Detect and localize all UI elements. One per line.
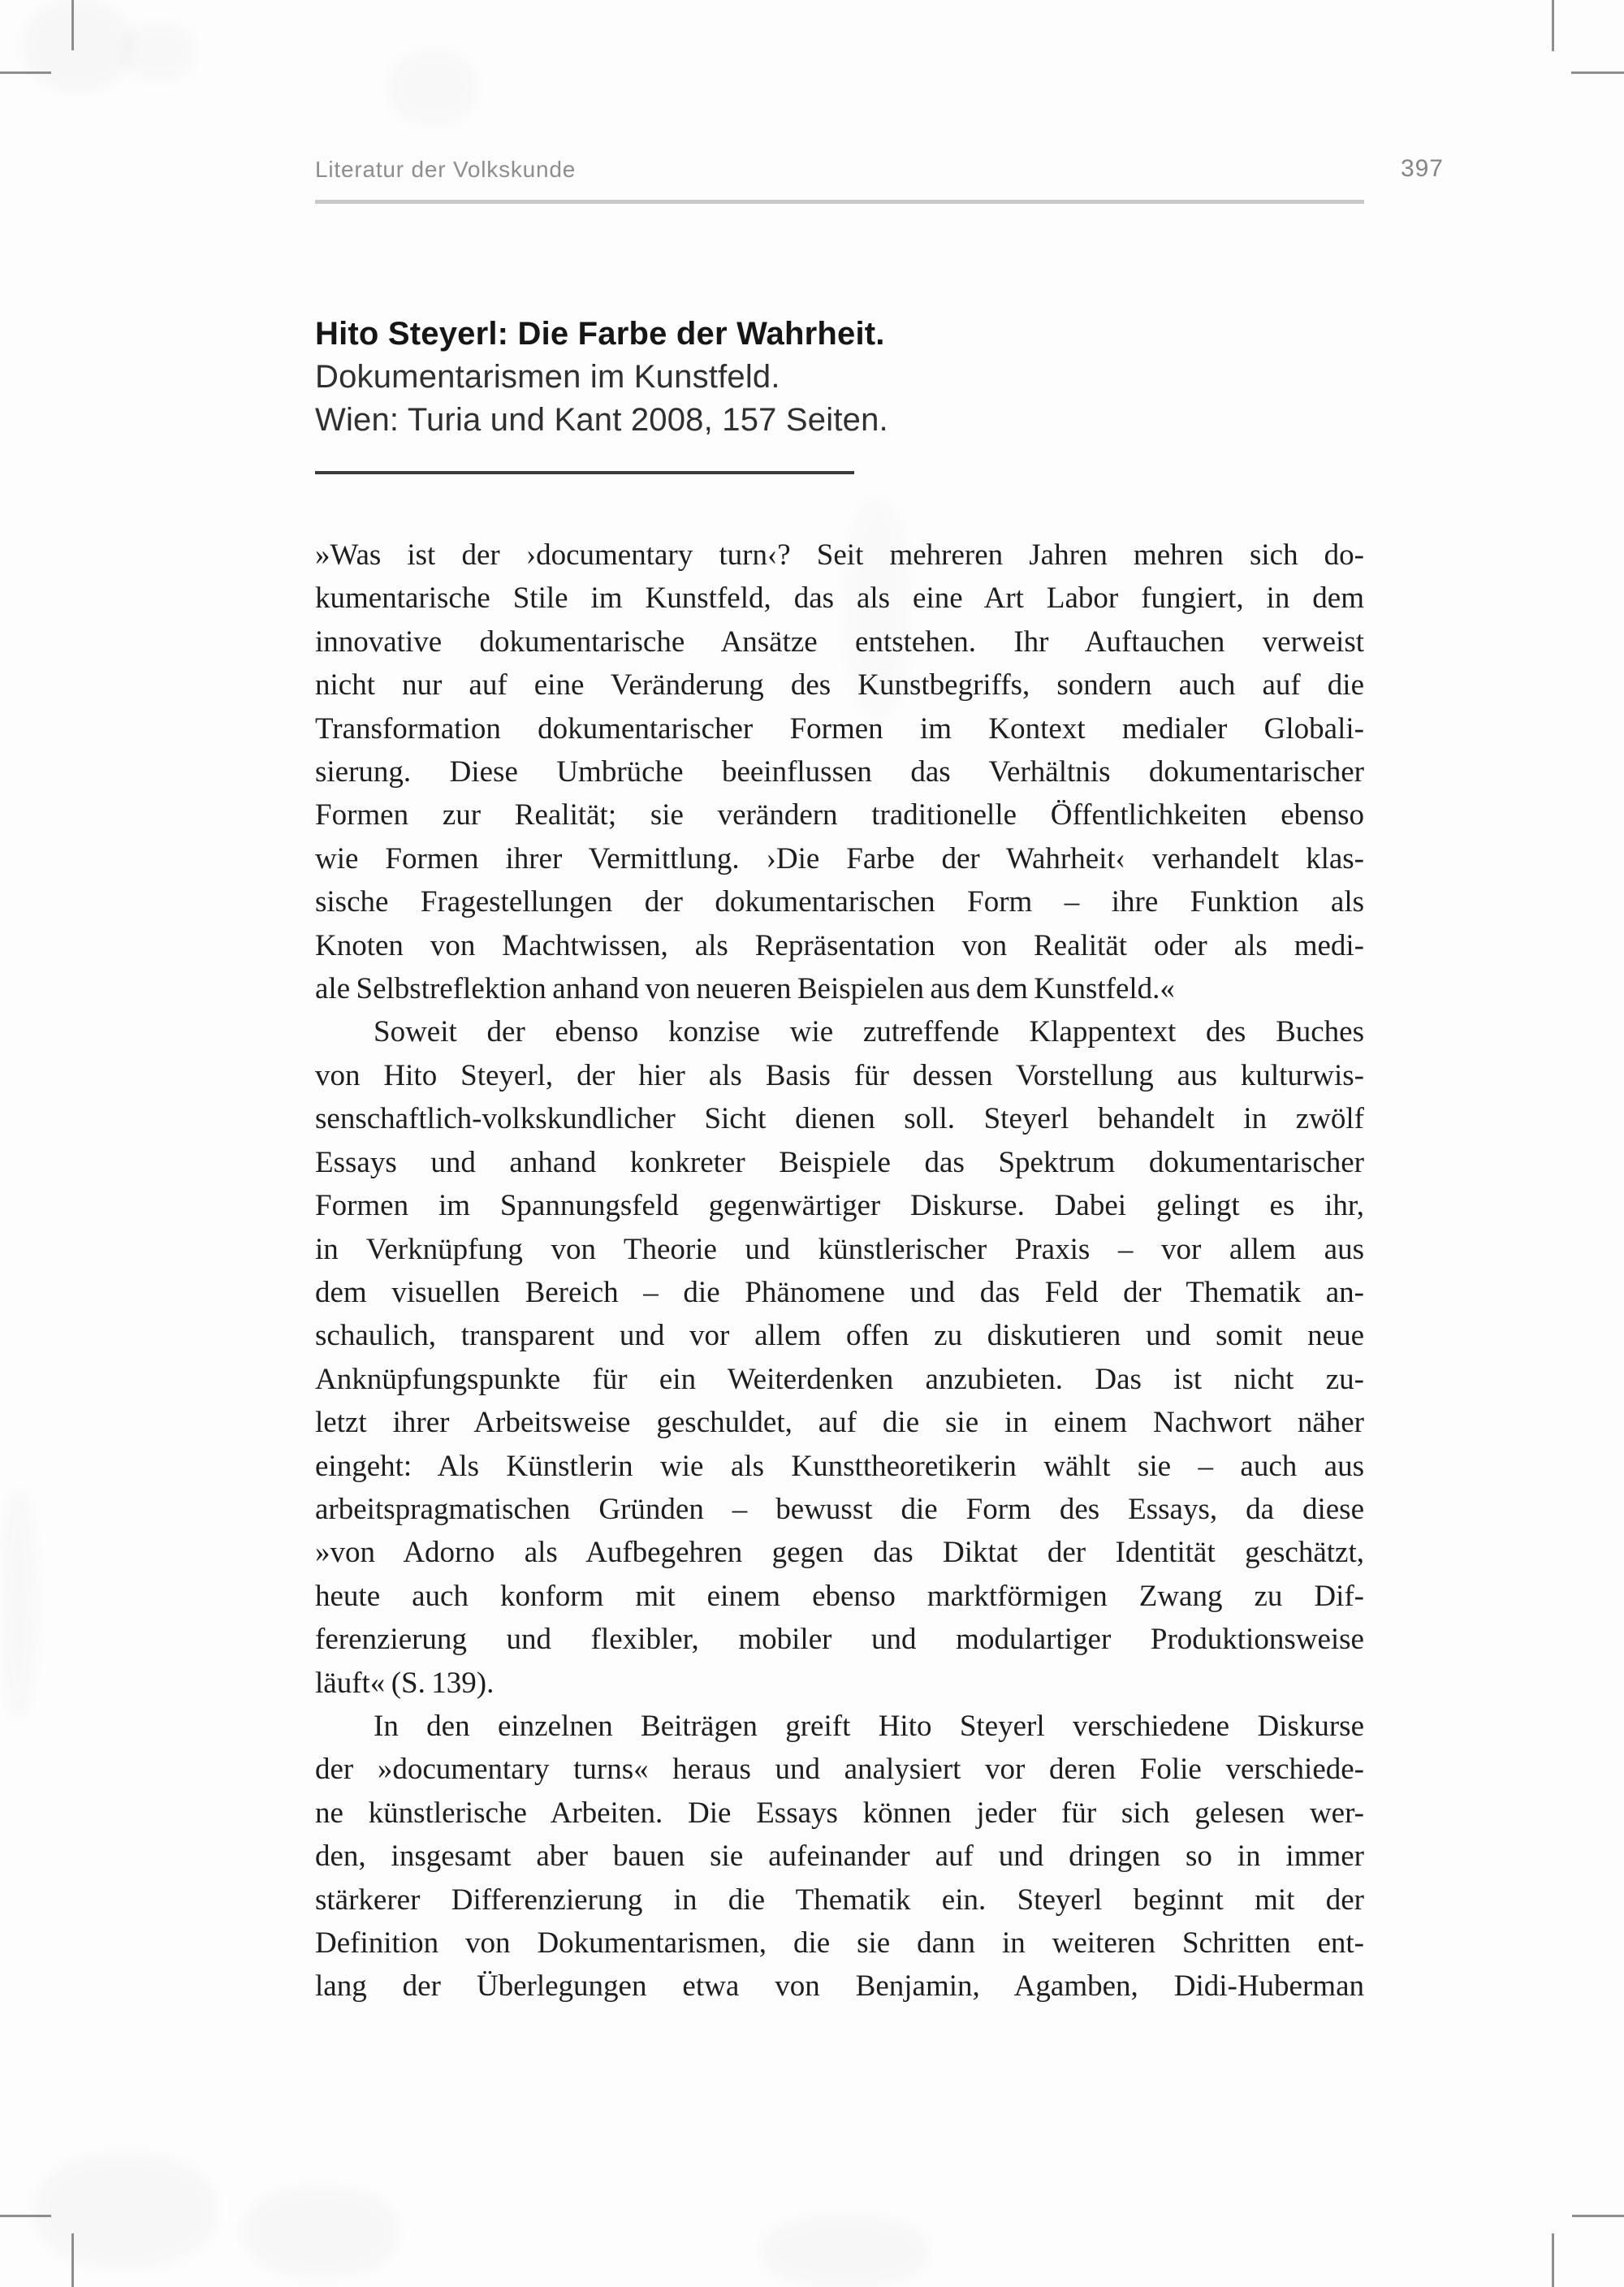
body-line: letzt ihrer Arbeitsweise geschuldet, auf die sie in einem Nachwort näher <box>315 1406 1364 1440</box>
scan-smudge <box>122 23 195 81</box>
body-line: ferenzierung und flexibler, mobiler und modulartiger Produktionsweise <box>315 1623 1364 1657</box>
running-title: Literatur der Volkskunde <box>315 157 577 182</box>
body-line: stärkerer Differenzierung in die Thematik ein. Steyerl beginnt mit der <box>315 1883 1364 1917</box>
body-line: sische Fragestellungen der dokumentarischen Form – ihre Funktion als <box>315 885 1364 919</box>
scan-smudge <box>0 1490 37 1718</box>
body-line: Knoten von Machtwissen, als Repräsentation von Realität oder als medi- <box>315 928 1364 962</box>
crop-mark-bottom-right-vertical <box>1552 2233 1554 2287</box>
header-rule <box>315 200 1364 204</box>
body-line: Transformation dokumentarischer Formen im Kontext medialer Globali- <box>315 711 1364 746</box>
paragraph <box>315 1705 1364 2008</box>
body-line: wie Formen ihrer Vermittlung. ›Die Farbe der Wahrheit‹ verhandelt klas- <box>315 841 1364 875</box>
body-line: arbeitspragmatischen Gründen – bewusst die Form des Essays, da diese <box>315 1492 1364 1526</box>
scan-smudge <box>388 50 477 125</box>
body-line: innovative dokumentarische Ansätze entstehen. Ihr Auftauchen verweist <box>315 625 1364 659</box>
crop-mark-bottom-right-horizontal <box>1572 2215 1624 2217</box>
body-line: ne künstlerische Arbeiten. Die Essays können jeder für sich gelesen wer- <box>315 1796 1364 1830</box>
body-line: lang der Überlegungen etwa von Benjamin, Agamben, Didi-Huberman <box>315 1969 1364 2004</box>
book-title: Hito Steyerl: Die Farbe der Wahrheit. <box>315 316 885 352</box>
scan-smudge <box>23 0 132 91</box>
body-line: »Was ist der ›documentary turn‹? Seit mehreren Jahren mehren sich do- <box>315 538 1364 572</box>
scan-smudge <box>34 2154 217 2268</box>
body-line: In den einzelnen Beiträgen greift Hito Steyerl verschiedene Diskurse <box>374 1709 1364 1743</box>
scan-smudge <box>244 2186 398 2277</box>
body-line: Essays und anhand konkreter Beispiele das Spektrum dokumentarischer <box>315 1145 1364 1179</box>
book-subtitle: Dokumentarismen im Kunstfeld. <box>315 359 780 395</box>
body-line: sierung. Diese Umbrüche beeinflussen das Verhältnis dokumentarischer <box>315 755 1364 789</box>
body-line: Definition von Dokumentarismen, die sie dann in weiteren Schritten ent- <box>315 1926 1364 1960</box>
body-line: Formen zur Realität; sie verändern traditionelle Öffentlichkeiten ebenso <box>315 798 1364 832</box>
body-line: von Hito Steyerl, der hier als Basis für dessen Vorstellung aus kulturwis- <box>315 1058 1364 1092</box>
body-line: senschaftlich-volkskundlicher Sicht dienen soll. Steyerl behandelt in zwölf <box>315 1102 1364 1136</box>
crop-mark-top-right-vertical <box>1552 0 1554 51</box>
body-line: in Verknüpfung von Theorie und künstlerischer Praxis – vor allem aus <box>315 1232 1364 1266</box>
book-imprint: Wien: Turia und Kant 2008, 157 Seiten. <box>315 402 888 438</box>
body-line: ale Selbstreflektion anhand von neueren Beispielen aus dem Kunstfeld.« <box>315 972 1175 1006</box>
body-line: »von Adorno als Aufbegehren gegen das Diktat der Identität geschätzt, <box>315 1536 1364 1570</box>
body-line: heute auch konform mit einem ebenso marktförmigen Zwang zu Dif- <box>315 1579 1364 1613</box>
crop-mark-top-right-horizontal <box>1571 71 1624 74</box>
body-line: schaulich, transparent und vor allem offen zu diskutieren und somit neue <box>315 1319 1364 1353</box>
reference-rule <box>315 471 854 474</box>
body-line: dem visuellen Bereich – die Phänomene und das Feld der Thematik an- <box>315 1275 1364 1309</box>
body-line: den, insgesamt aber bauen sie aufeinander auf und dringen so in immer <box>315 1840 1364 1874</box>
body-line: nicht nur auf eine Veränderung des Kunstbegriffs, sondern auch auf die <box>315 668 1364 703</box>
book-reference <box>315 313 888 442</box>
body-line: Soweit der ebenso konzise wie zutreffende Klappentext des Buches <box>374 1015 1364 1049</box>
body-line: der »documentary turns« heraus und analysiert vor deren Folie verschiede- <box>315 1753 1364 1787</box>
body-line: Anknüpfungspunkte für ein Weiterdenken anzubieten. Das ist nicht zu- <box>315 1362 1364 1396</box>
paragraph <box>315 534 1364 1010</box>
scan-smudge <box>762 2216 928 2287</box>
body-line: kumentarische Stile im Kunstfeld, das als eine Art Labor fungiert, in dem <box>315 581 1364 616</box>
paragraph <box>315 1010 1364 1705</box>
review-body <box>315 534 1364 2008</box>
body-line: eingeht: Als Künstlerin wie als Kunsttheoretikerin wählt sie – auch aus <box>315 1449 1364 1483</box>
page-number: 397 <box>1400 155 1444 182</box>
body-line: läuft« (S. 139). <box>315 1666 495 1700</box>
body-line: Formen im Spannungsfeld gegenwärtiger Diskurse. Dabei gelingt es ihr, <box>315 1189 1364 1223</box>
